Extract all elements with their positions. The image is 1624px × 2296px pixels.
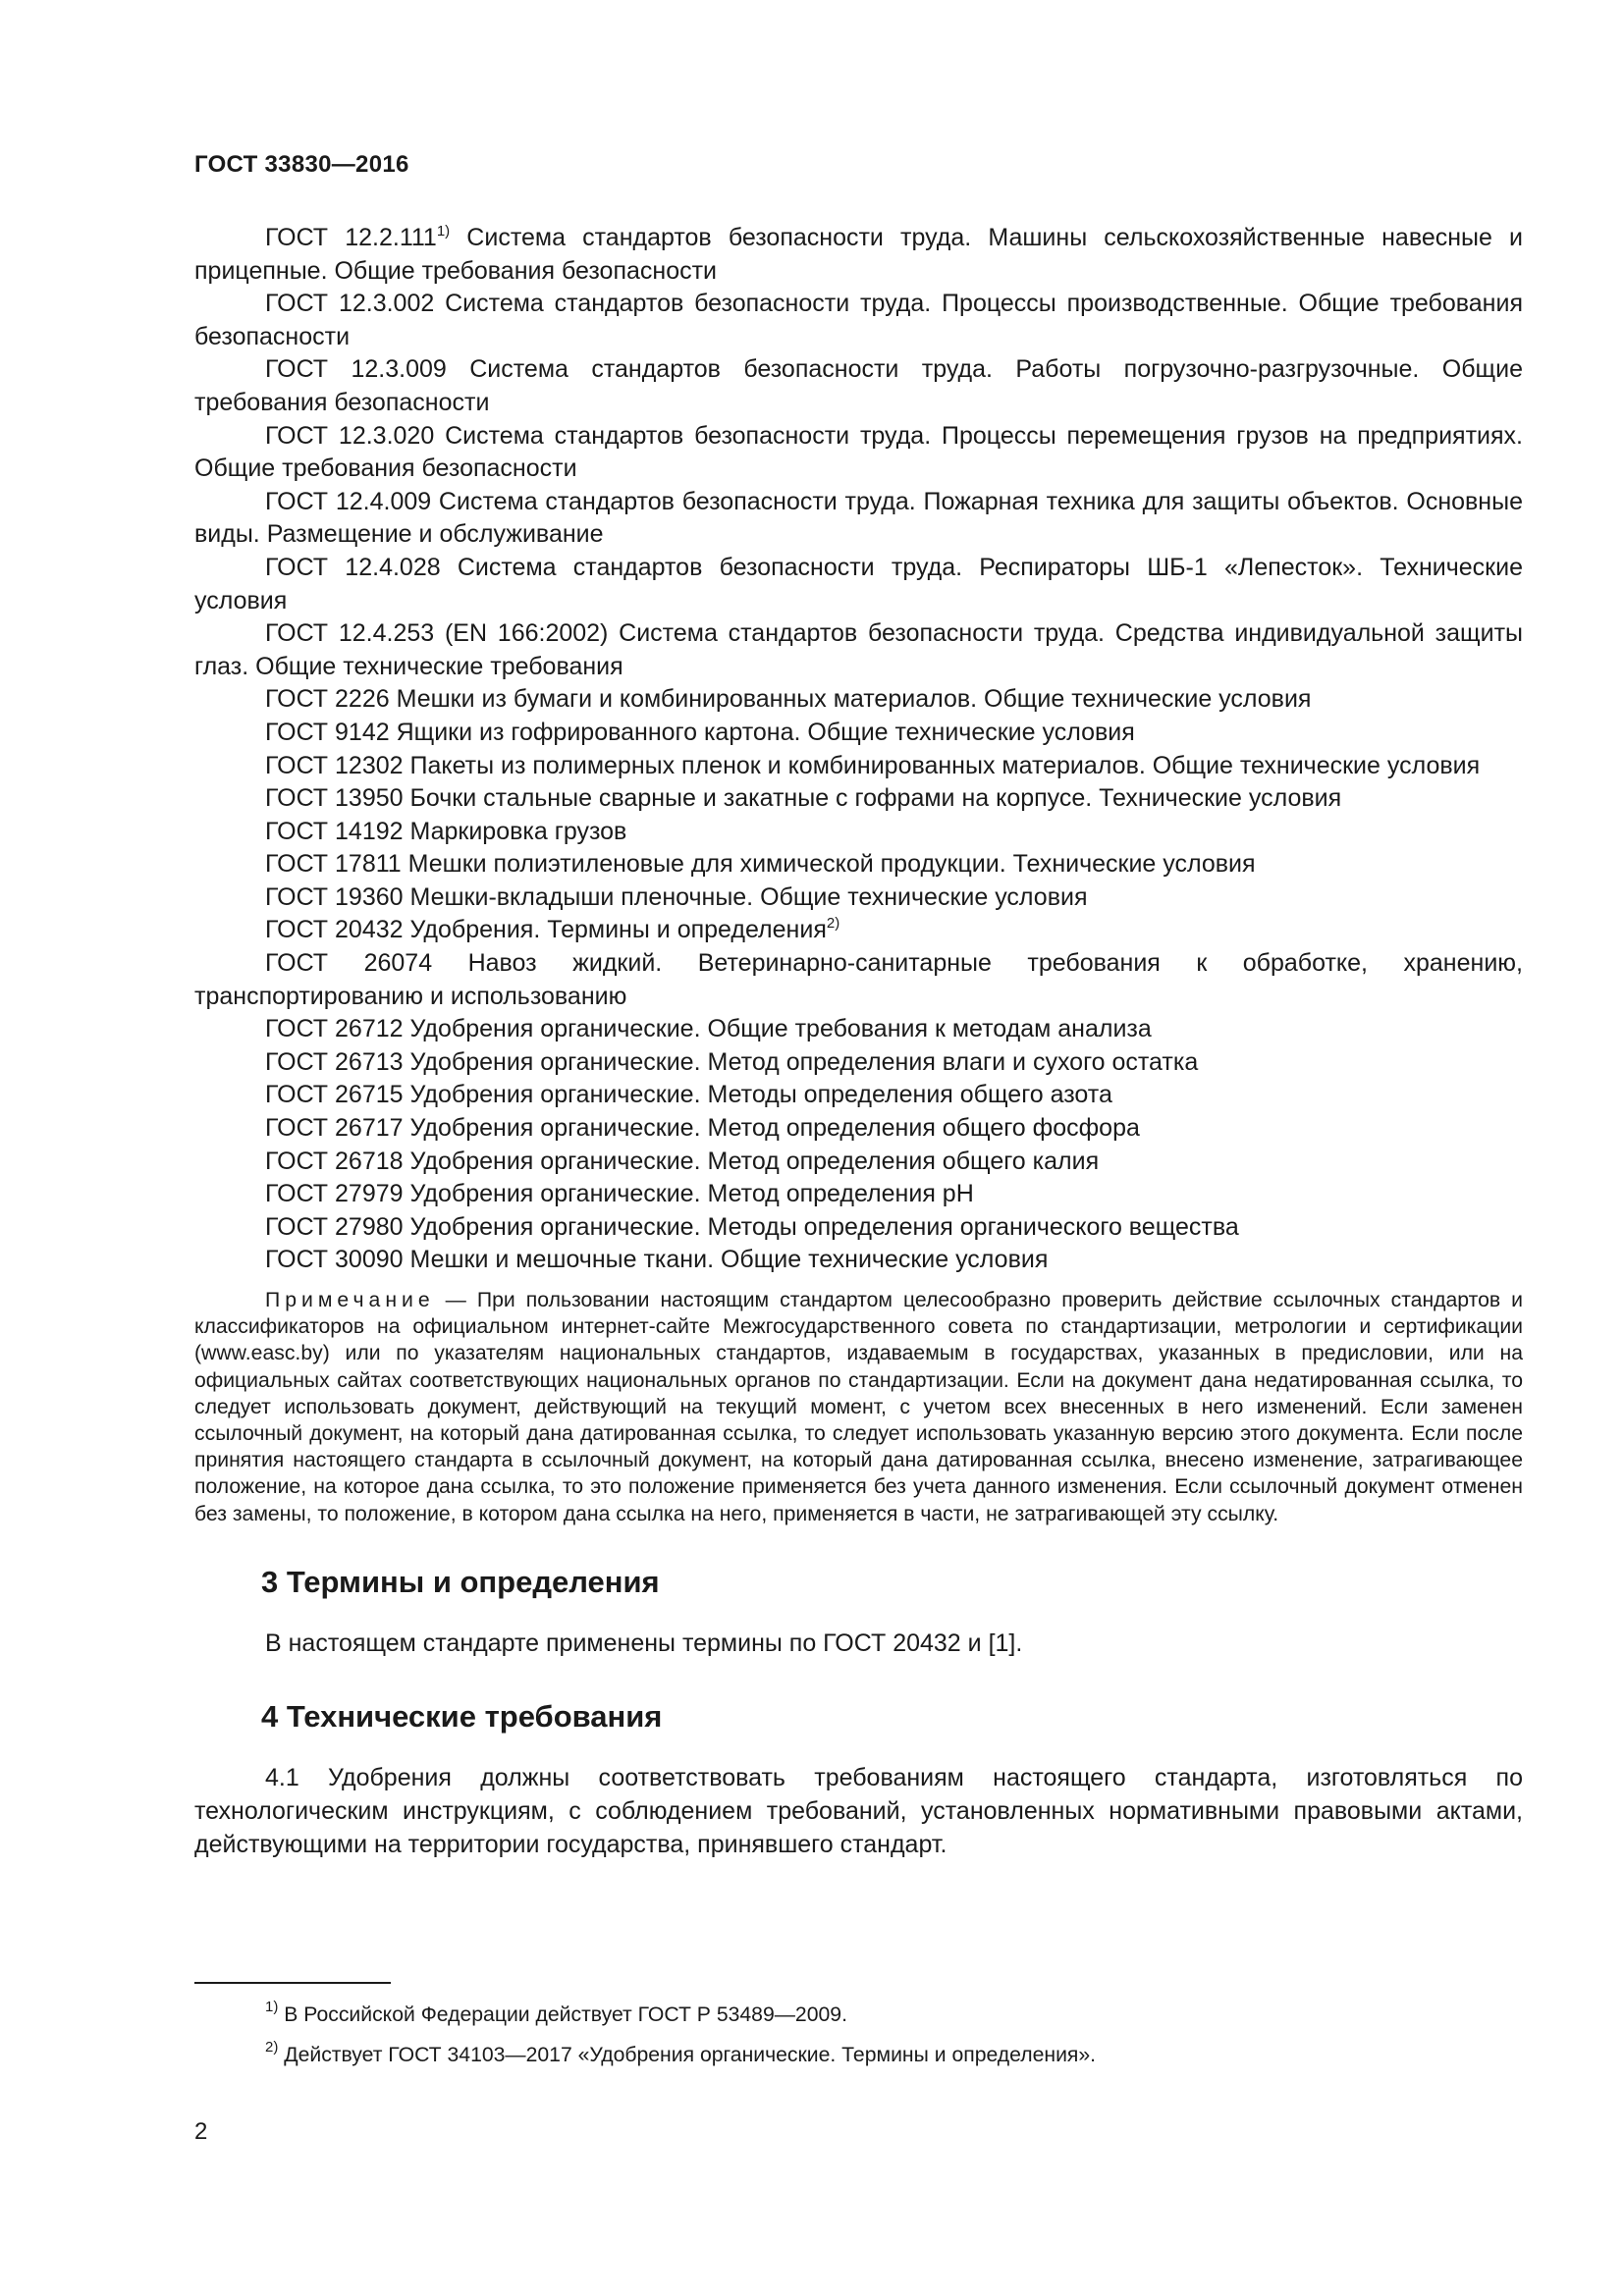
reference-item: ГОСТ 12.2.111$^{1)}$ Система стандартов безопасности труда. Машины сельскохозяйственные навесные и прицепные. Общие требования безопасности bbox=[194, 223, 1524, 285]
reference-item: ГОСТ 26712 Удобрения органические. Общие требования к методам анализа bbox=[265, 1015, 1152, 1043]
footnote-separator bbox=[194, 1982, 391, 1984]
reference-item: ГОСТ 12.4.009 Система стандартов безопасности труда. Пожарная техника для защиты объектов. Основные виды. Размещение и обслуживание bbox=[194, 487, 1523, 549]
reference-item: ГОСТ 30090 Мешки и мешочные ткани. Общие технические условия bbox=[265, 1246, 1049, 1274]
footnote-mark: 1) bbox=[265, 1999, 279, 2015]
reference-item: ГОСТ 14192 Маркировка грузов bbox=[265, 817, 627, 845]
note-text: — При пользовании настоящим стандартом целесообразно проверить действие ссылочных стандартов и классификаторов на официальном интернет-сайте Межгосударственного совета по стандартизации, метрологии и сертификации (www.easc.by) или по указателям национальных стандартов, издаваемым в государствах, указанных в предисловии, или на официальных сайтах соответствующих национальных органов по стандартизации. Если на документ дана недатированная ссылка, то следует использовать документ, действующий на текущий момент, с учетом всех внесенных в него изменений. Если заменен ссылочный документ, на который дана датированная ссылка, то следует использовать указанную версию этого документа. Если после принятия настоящего стандарта в ссылочный документ, на который дана датированная ссылка, внесено изменение, затрагивающее положение, на которое дана ссылка, то это положение применяется без учета данного изменения. Если ссылочный документ отменен без замены, то положение, в котором дана ссылка на него, применяется в части, не затрагивающей эту ссылку. bbox=[194, 1289, 1523, 1525]
reference-item: ГОСТ 26718 Удобрения органические. Метод определения общего калия bbox=[265, 1147, 1100, 1175]
reference-item: ГОСТ 20432 Удобрения. Термины и определения$^{2)}$ bbox=[265, 915, 840, 944]
reference-item: ГОСТ 12.4.253 (EN 166:2002) Система стандартов безопасности труда. Средства индивидуальной защиты глаз. Общие технические требования bbox=[194, 619, 1523, 680]
section-3-heading: 3 Термины и определения bbox=[261, 1564, 660, 1599]
normative-references-list bbox=[194, 222, 1523, 1277]
footnotes bbox=[265, 2001, 1522, 2081]
section-4-heading: 4 Технические требования bbox=[261, 1699, 663, 1735]
reference-item: ГОСТ 26713 Удобрения органические. Метод определения влаги и сухого остатка bbox=[265, 1047, 1199, 1076]
footnote-marker: 1) bbox=[436, 223, 451, 240]
footnote-item: $^{1)}$ В Российской Федерации действует ГОСТ Р 53489—2009. bbox=[265, 1999, 847, 2026]
reference-item: ГОСТ 26715 Удобрения органические. Методы определения общего азота bbox=[265, 1081, 1112, 1109]
reference-item: ГОСТ 12.3.009 Система стандартов безопасности труда. Работы погрузочно-разгрузочные. Общие требования безопасности bbox=[194, 355, 1523, 416]
note-label: Примечание bbox=[265, 1289, 435, 1311]
page-number: 2 bbox=[194, 2118, 208, 2145]
reference-item: ГОСТ 12.3.020 Система стандартов безопасности труда. Процессы перемещения грузов на предприятиях. Общие требования безопасности bbox=[194, 421, 1523, 483]
reference-item: ГОСТ 27980 Удобрения органические. Методы определения органического вещества bbox=[265, 1212, 1239, 1241]
reference-item: ГОСТ 17811 Мешки полиэтиленовые для химической продукции. Технические условия bbox=[265, 850, 1256, 879]
reference-item: ГОСТ 27979 Удобрения органические. Метод определения pH bbox=[265, 1180, 974, 1208]
footnote-item: $^{2)}$ Действует ГОСТ 34103—2017 «Удобрения органические. Термины и определения». bbox=[265, 2039, 1097, 2066]
reference-item: ГОСТ 2226 Мешки из бумаги и комбинированных материалов. Общие технические условия bbox=[265, 685, 1312, 714]
main-content bbox=[194, 222, 1523, 1861]
reference-item: ГОСТ 9142 Ящики из гофрированного картона. Общие технические условия bbox=[265, 718, 1135, 746]
reference-item: ГОСТ 26074 Навоз жидкий. Ветеринарно-санитарные требования к обработке, хранению, транспортированию и использованию bbox=[194, 949, 1523, 1010]
footnote-mark: 2) bbox=[265, 2039, 279, 2056]
reference-item: ГОСТ 12.4.028 Система стандартов безопасности труда. Респираторы ШБ-1 «Лепесток». Технические условия bbox=[194, 553, 1523, 614]
note-paragraph bbox=[194, 1287, 1523, 1527]
reference-item: ГОСТ 19360 Мешки-вкладыши пленочные. Общие технические условия bbox=[265, 882, 1088, 911]
footnote-marker: 2) bbox=[826, 915, 840, 933]
reference-item: ГОСТ 12302 Пакеты из полимерных пленок и комбинированных материалов. Общие технические условия bbox=[265, 751, 1481, 779]
reference-item: ГОСТ 26717 Удобрения органические. Метод определения общего фосфора bbox=[265, 1114, 1140, 1143]
reference-item: ГОСТ 13950 Бочки стальные сварные и закатные с гофрами на корпусе. Технические условия bbox=[265, 784, 1342, 813]
section-4-1-text: 4.1 Удобрения должны соответствовать требованиям настоящего стандарта, изготовляться по технологическим инструкциям, с соблюдением требований, установленных нормативными правовыми актами, действующими на территории государства, принявшего стандарт. bbox=[194, 1764, 1523, 1858]
reference-item: ГОСТ 12.3.002 Система стандартов безопасности труда. Процессы производственные. Общие требования безопасности bbox=[194, 290, 1523, 350]
section-3-text: В настоящем стандарте применены термины по ГОСТ 20432 и [1]. bbox=[265, 1629, 1023, 1657]
document-code-header: ГОСТ 33830—2016 bbox=[194, 151, 409, 178]
